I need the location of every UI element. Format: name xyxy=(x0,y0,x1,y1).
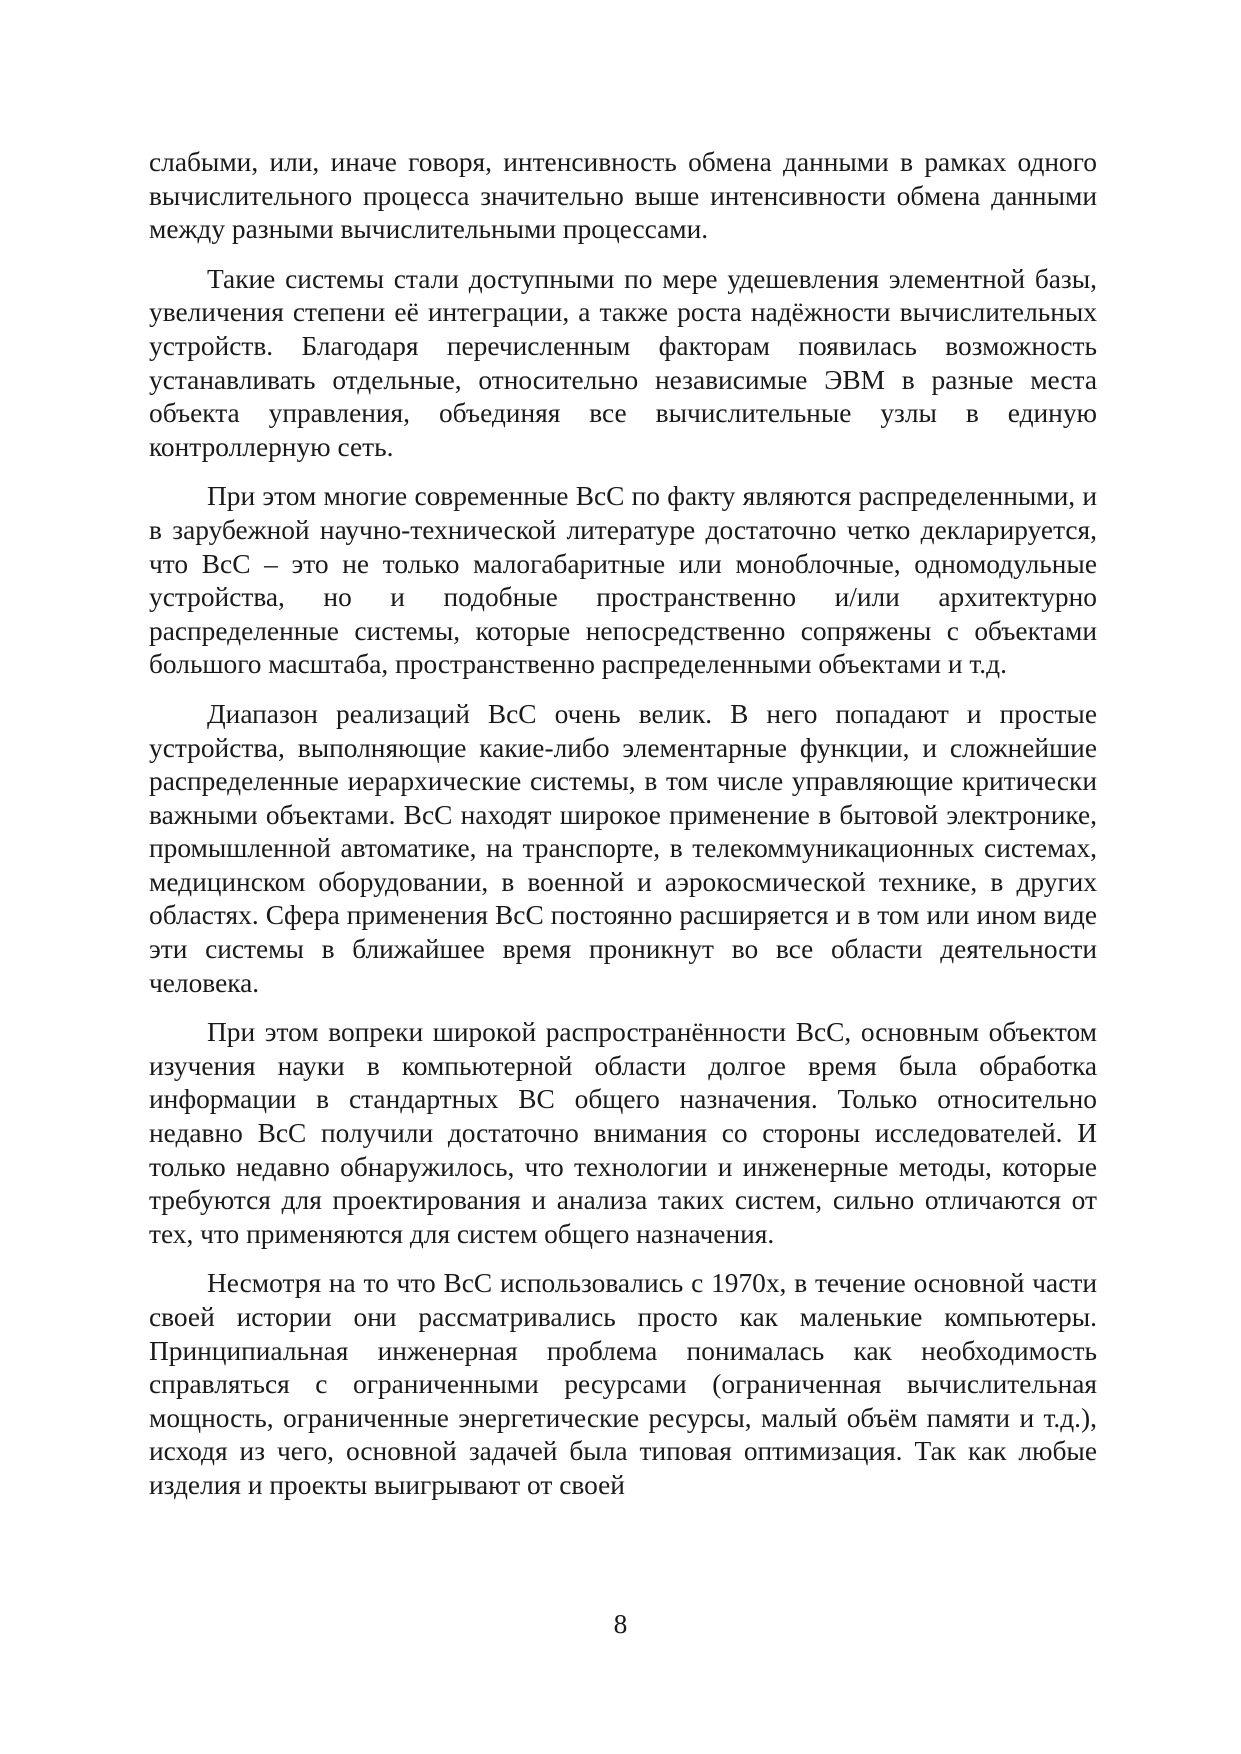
paragraph-3: При этом многие современные ВсС по факту являются распределенными, и в зарубежной научно-технической литературе достаточно четко декларируется, что ВсС – это не только малогабаритные или моноблочные, одномодульные устройства, но и подобные пространственно и/или архитектурно распределенные системы, которые непосредственно сопряжены с объектами большого масштаба, пространственно распределенными объектами и т.д. xyxy=(149,481,1097,680)
paragraph-5: При этом вопреки широкой распространённости ВсС, основным объектом изучения науки в компьютерной области долгое время была обработка информации в стандартных ВС общего назначения. Только относительно недавно ВсС получили достаточно внимания со стороны исследователей. И только недавно обнаружилось, что технологии и инженерные методы, которые требуются для проектирования и анализа таких систем, сильно отличаются от тех, что применяются для систем общего назначения. xyxy=(149,1017,1097,1249)
paragraph-6: Несмотря на то что ВсС использовались с 1970х, в течение основной части своей истории они рассматривались просто как маленькие компьютеры. Принципиальная инженерная проблема понималась как необходимость справляться с ограниченными ресурсами (ограниченная вычислительная мощность, ограниченные энергетические ресурсы, малый объём памяти и т.д.), исходя из чего, основной задачей была типовая оптимизация. Так как любые изделия и проекты выигрывают от своей xyxy=(149,1268,1097,1500)
paragraph-1: слабыми, или, иначе говоря, интенсивность обмена данными в рамках одного вычислительного процесса значительно выше интенсивности обмена данными между разными вычислительными процессами. xyxy=(149,147,1097,245)
paragraph-4: Диапазон реализаций ВсС очень велик. В него попадают и простые устройства, выполняющие какие-либо элементарные функции, и сложнейшие распределенные иерархические системы, в том числе управляющие критически важными объектами. ВсС находят широкое применение в бытовой электронике, промышленной автоматике, на транспорте, в телекоммуникационных системах, медицинском оборудовании, в военной и аэрокосмической технике, в других областях. Сфера применения ВсС постоянно расширяется и в том или ином виде эти системы в ближайшее время проникнут во все области деятельности человека. xyxy=(149,698,1097,998)
page-body-text xyxy=(149,146,1097,1503)
page-number: 8 xyxy=(613,1609,628,1639)
paragraph-2: Такие системы стали доступными по мере удешевления элементной базы, увеличения степени её интеграции, а также роста надёжности вычислительных устройств. Благодаря перечисленным факторам появилась возможность устанавливать отдельные, относительно независимые ЭВМ в разные места объекта управления, объединяя все вычислительные узлы в единую контроллерную сеть. xyxy=(149,263,1097,462)
